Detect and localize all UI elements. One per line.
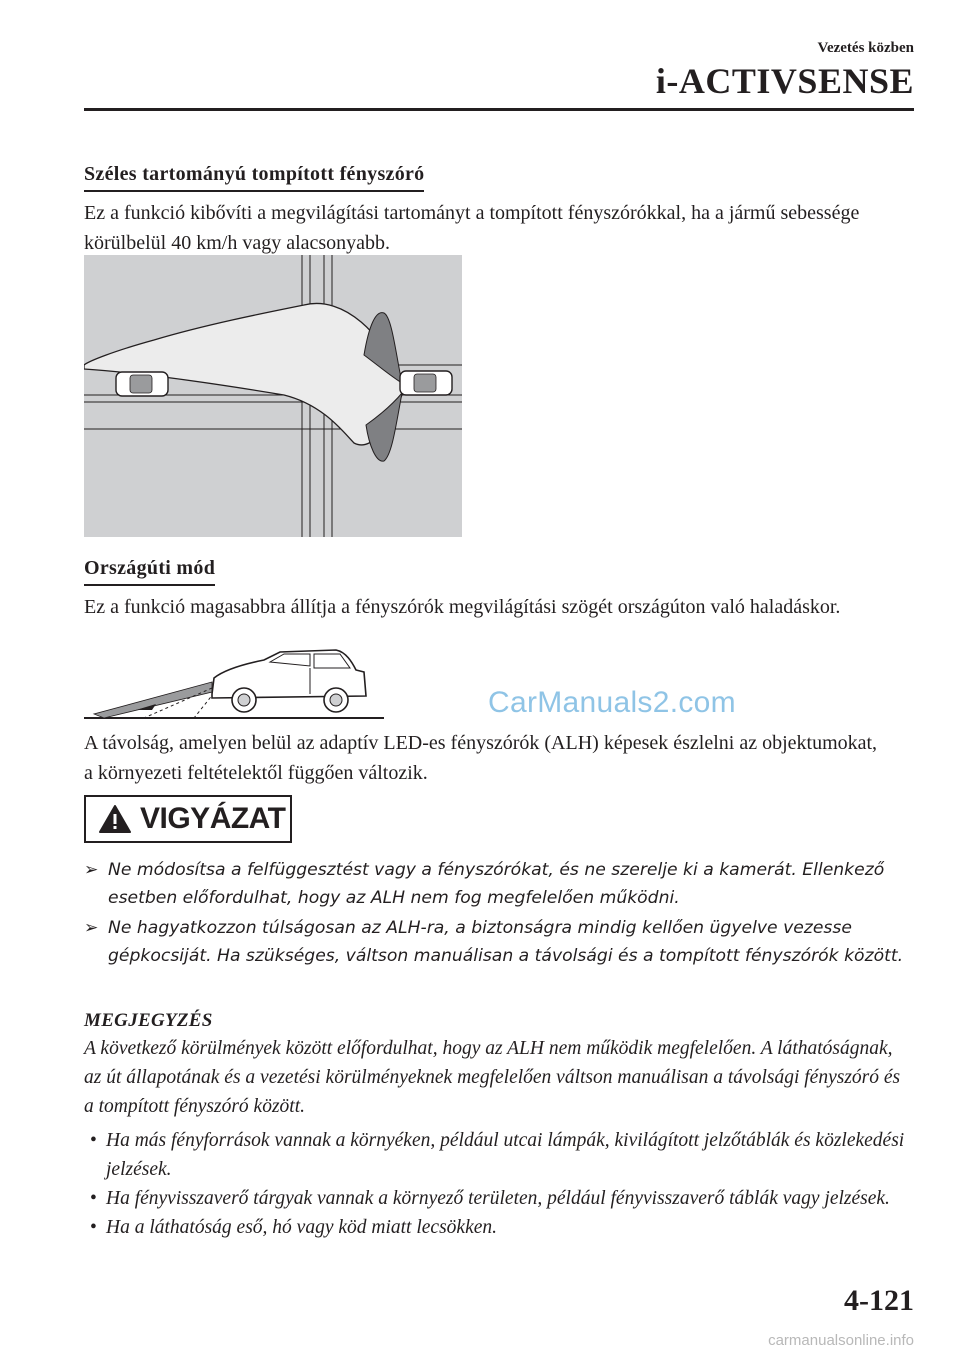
paragraph-motorway-mode: Ez a funkció magasabbra állítja a fényszórók megvilágítási szögét országúton való haladáskor.: [84, 596, 841, 618]
chapter-label: Vezetés közben: [817, 40, 914, 56]
caution-item: ➢ Ne hagyatkozzon túlságosan az ALH-ra, a biztonságra mindig kellően ügyelve vezesse gépkocsiját. Ha szükséges, váltson manuálisan a távolsági és a tompított fényszórók között.: [84, 914, 914, 970]
note-paragraph: A következő körülmények között előfordulhat, hogy az ALH nem működik megfelelően. A láthatóságnak, az út állapotának és a vezetési körülményeknek megfelelően váltson manuálisan a távolsági fényszóró és a tompított fényszóró között.: [84, 1038, 901, 1117]
bullet-dot-icon: •: [90, 1188, 97, 1209]
note-list: [84, 1126, 914, 1242]
caution-item: ➢ Ne módosítsa a felfüggesztést vagy a fényszórókat, és ne szerelje ki a kamerát. Ellenkező esetben előfordulhat, hogy az ALH nem fog megfelelően működni.: [84, 856, 914, 912]
paragraph-wide-low-beam: Ez a funkció kibővíti a megvilágítási tartományt a tompított fényszórókkal, ha a jármű sebessége körülbelül 40 km/h vagy alacsonyabb.: [84, 202, 860, 254]
arrow-bullet-icon: ➢: [84, 860, 99, 880]
note-heading: MEGJEGYZÉS: [84, 1010, 213, 1031]
caution-list: [84, 856, 914, 972]
footer-url: carmanualsonline.info: [768, 1332, 914, 1349]
bullet-dot-icon: •: [90, 1217, 97, 1238]
paragraph-detection-range: A távolság, amelyen belül az adaptív LED-es fényszórók (ALH) képesek észlelni az objektumokat, a környezeti feltételektől függően változik.: [84, 732, 878, 784]
page-number: 4-121: [844, 1284, 914, 1317]
intersection-illustration: [84, 255, 462, 537]
car-right: [400, 371, 452, 395]
warning-triangle-icon: [98, 804, 132, 834]
heading-wide-low-beam: Széles tartományú tompított fényszóró: [84, 163, 424, 192]
car-left: [116, 372, 168, 396]
heading-motorway-mode: Országúti mód: [84, 557, 215, 586]
header-rule: [84, 108, 914, 111]
bullet-dot-icon: •: [90, 1130, 97, 1151]
watermark: CarManuals2.com: [488, 686, 736, 719]
caution-box: [84, 795, 292, 843]
caution-label: VIGYÁZAT: [140, 802, 286, 835]
section-title: i-ACTIVSENSE: [655, 61, 914, 101]
note-item: • Ha más fényforrások vannak a környéken, például utcai lámpák, kivilágított jelzőtáblák és közlekedési jelzések.: [84, 1126, 914, 1184]
note-item: • Ha fényvisszaverő tárgyak vannak a környező területen, például fényvisszaverő táblák vagy jelzések.: [84, 1184, 914, 1213]
motorway-mode-illustration: [84, 648, 384, 720]
note-item: • Ha a láthatóság eső, hó vagy köd miatt lecsökken.: [84, 1213, 914, 1242]
arrow-bullet-icon: ➢: [84, 918, 99, 938]
